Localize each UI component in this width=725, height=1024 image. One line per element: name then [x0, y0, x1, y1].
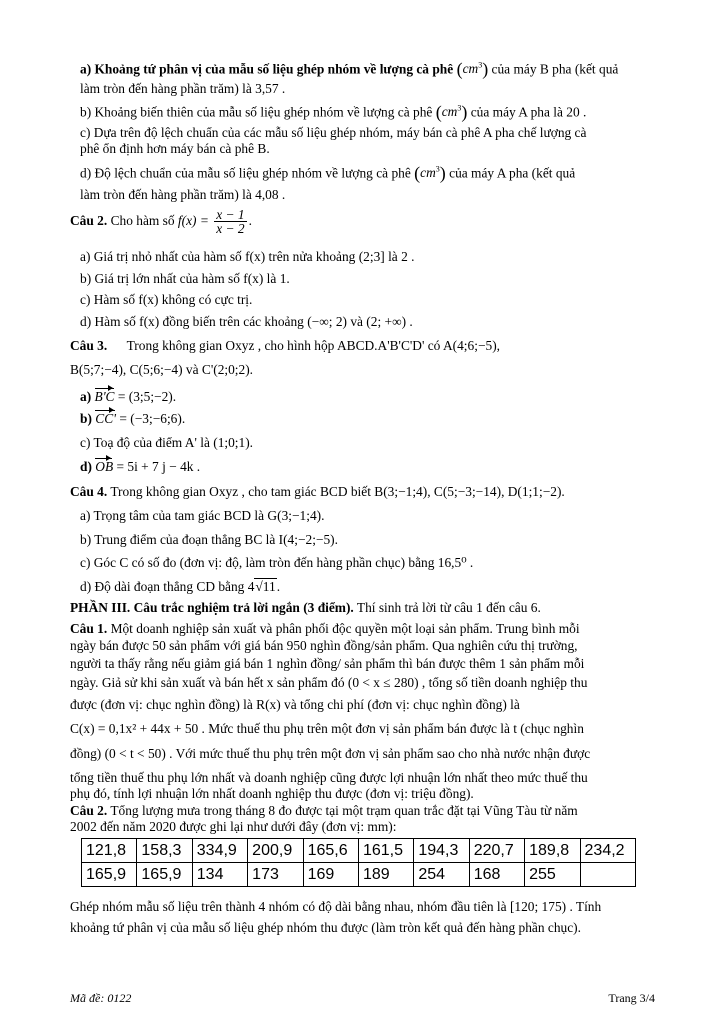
- cau4-c: c) Góc C có số đo (đơn vị: độ, làm tròn đến hàng phần chục) bằng 16,5⁰ .: [80, 555, 474, 570]
- sqrt-11: √11: [255, 579, 276, 594]
- vector-ccp: CC': [95, 411, 117, 426]
- unit-cm3: $(cm^3)$: [435, 102, 468, 123]
- text: Trong không gian Oxyz , cho tam giác BCD biết B(3;−1;4), C(5;−3;−14), D(1;1;−2).: [110, 484, 565, 499]
- fraction: $\frac{x - 1}{x - 2}$: [216, 207, 245, 237]
- p3q1-line6: C(x) = 0,1x² + 44x + 50 . Mức thuế thu phụ trên một đơn vị sản phẩm bán được là t (chục nghìn: [70, 721, 584, 736]
- cau3-stem-1: [70, 338, 657, 354]
- item-c-line1: c) Dựa trên độ lệch chuẩn của các mẫu số liệu ghép nhóm, máy bán cà phê A pha chế lượng cà: [80, 125, 587, 140]
- p3q1-line4: ngày. Giả sử khi sản xuất và bán hết x sản phẩm đó (0 < x ≤ 280) , tổng số tiền doanh nghiệp thu: [70, 675, 588, 690]
- cau2-a: a) Giá trị nhỏ nhất của hàm số f(x) trên nửa khoảng (2;3] là 2 .: [80, 249, 415, 264]
- table-cell: 134: [192, 863, 247, 887]
- section-subtitle: Thí sinh trả lời từ câu 1 đến câu 6.: [356, 600, 541, 615]
- table-cell: 255: [525, 863, 580, 887]
- question-title: Câu 2.: [70, 803, 108, 818]
- p3q2-after-2: khoảng tứ phân vị của mẫu số liệu ghép nhóm thu được (làm tròn kết quả đến hàng phần chục).: [70, 920, 581, 935]
- table-cell: 165,9: [82, 863, 137, 887]
- table-cell: 169: [303, 863, 358, 887]
- text: d) Độ lệch chuẩn của mẫu số liệu ghép nhóm về lượng cà phê: [80, 165, 411, 181]
- cau3-d: d) OB = 5i + 7 j − 4k .: [80, 459, 201, 474]
- p3q1-line2: ngày bán được 50 sản phẩm với giá bán 950 nghìn đồng/sản phẩm. Qua nghiên cứu thị trường,: [70, 638, 578, 653]
- question-title: Câu 2.: [70, 213, 108, 228]
- text: b) Khoảng biến thiên của mẫu số liệu ghép nhóm về lượng cà phê: [80, 104, 433, 120]
- exam-code: Mã đề: 0122: [70, 991, 132, 1005]
- table-cell: 234,2: [580, 839, 635, 863]
- part3-heading: [70, 600, 657, 616]
- question-title: Câu 1.: [70, 621, 108, 636]
- table-cell: 189: [358, 863, 413, 887]
- question-title: Câu 4.: [70, 484, 108, 499]
- table-cell: 161,5: [358, 839, 413, 863]
- table-cell: 334,9: [192, 839, 247, 863]
- p3q1-line9: phụ đó, tính lợi nhuận lớn nhất doanh nghiệp thu được (đơn vị: triệu đồng).: [70, 786, 474, 801]
- section-title: PHẦN III. Câu trắc nghiệm trả lời ngắn (3 điểm).: [70, 600, 354, 615]
- table-cell: 121,8: [82, 839, 137, 863]
- text: Cho hàm số: [110, 213, 175, 228]
- table-cell: 158,3: [137, 839, 192, 863]
- cau2-d: d) Hàm số f(x) đồng biến trên các khoảng (−∞; 2) và (2; +∞) .: [80, 314, 413, 329]
- cau4-d: d) Độ dài đoạn thẳng CD bằng 4√11.: [80, 579, 281, 594]
- item-a-line1: [80, 58, 657, 80]
- text: Trong không gian Oxyz , cho hình hộp ABCD.A'B'C'D' có A(4;6;−5),: [126, 338, 500, 353]
- cau3-b: b) CC' = (−3;−6;6).: [80, 411, 186, 426]
- table-row: [82, 863, 636, 887]
- table-cell: 168: [469, 863, 524, 887]
- text-end: của máy A pha là 20 .: [470, 104, 587, 120]
- cau2-stem: Câu 2. Cho hàm số f(x) = $\frac{x - 1}{x - 2}$ .: [70, 207, 252, 237]
- p3q1-line7: đồng) (0 < t < 50) . Với mức thuế thu phụ trên một đơn vị sản phẩm sao cho nhà nước nhận được: [70, 746, 591, 761]
- cau3-a: a) B'C = (3;5;−2).: [80, 389, 177, 404]
- cau2-b: b) Giá trị lớn nhất của hàm số f(x) là 1.: [80, 271, 290, 286]
- text: a) Khoảng tứ phân vị của mẫu số liệu ghép nhóm về lượng cà phê: [80, 61, 454, 77]
- p3q2-line1: Câu 2. Tổng lượng mưa trong tháng 8 đo được tại một trạm quan trắc đặt tại Vũng Tàu từ năm: [70, 803, 578, 818]
- table-cell: [580, 863, 635, 887]
- cau4-stem: [70, 484, 657, 500]
- unit-cm3: $(cm^3)$: [456, 59, 489, 80]
- table-cell: 220,7: [469, 839, 524, 863]
- cau3-c: c) Toạ độ của điểm A' là (1;0;1).: [80, 435, 254, 450]
- table-cell: 173: [248, 863, 303, 887]
- cau4-a: a) Trọng tâm của tam giác BCD là G(3;−1;4).: [80, 508, 325, 523]
- item-c-line2: phê ổn định hơn máy bán cà phê B.: [80, 141, 270, 156]
- page-number: Trang 3/4: [608, 991, 655, 1005]
- item-b: [80, 101, 657, 123]
- cau2-c: c) Hàm số f(x) không có cực trị.: [80, 292, 253, 307]
- table-cell: 189,8: [525, 839, 580, 863]
- func: f(x) =: [177, 213, 209, 228]
- table-cell: 165,9: [137, 863, 192, 887]
- cau4-b: b) Trung điểm của đoạn thẳng BC là I(4;−2;−5).: [80, 532, 338, 547]
- item-d-line1: [80, 162, 657, 184]
- vector-ob: OB: [95, 459, 114, 474]
- text-end: của máy A pha (kết quả: [449, 165, 576, 181]
- item-d-line2: làm tròn đến hàng phần trăm) là 4,08 .: [80, 187, 286, 202]
- p3q1-line8: tổng tiền thuế thu phụ lớn nhất và doanh nghiệp cũng được lợi nhuận lớn nhất theo mức thuế thu: [70, 770, 588, 785]
- table-cell: 254: [414, 863, 469, 887]
- table-cell: 194,3: [414, 839, 469, 863]
- table-cell: 165,6: [303, 839, 358, 863]
- table-row: [82, 839, 636, 863]
- vector-bpc: B'C: [94, 389, 115, 404]
- question-title: Câu 3.: [70, 338, 108, 353]
- table-cell: 200,9: [248, 839, 303, 863]
- p3q1-line1: Câu 1. Một doanh nghiệp sản xuất và phân phối độc quyền một loại sản phẩm. Trung bình mỗi: [70, 621, 580, 636]
- unit-cm3: $(cm^3)$: [414, 163, 446, 184]
- p3q1-line3: người ta thấy rằng nếu giảm giá bán 1 nghìn đồng/ sản phẩm thì bán được thêm 1 sản phẩm mỗi: [70, 656, 585, 671]
- p3q1-line5: được (đơn vị: chục nghìn đồng) là R(x) và tổng chi phí (đơn vị: chục nghìn đồng) là: [70, 697, 520, 712]
- p3q2-after-1: Ghép nhóm mẫu số liệu trên thành 4 nhóm có độ dài bằng nhau, nhóm đầu tiên là [120; 175) . Tính: [70, 899, 602, 914]
- p3q2-line2: 2002 đến năm 2020 được ghi lại như dưới đây (đơn vị: mm):: [70, 819, 397, 834]
- cau3-stem-2: B(5;7;−4), C(5;6;−4) và C'(2;0;2).: [70, 362, 254, 377]
- item-a-line2: làm tròn đến hàng phần trăm) là 3,57 .: [80, 81, 286, 96]
- text-end: của máy B pha (kết quả: [491, 61, 619, 77]
- rainfall-table: [81, 838, 636, 887]
